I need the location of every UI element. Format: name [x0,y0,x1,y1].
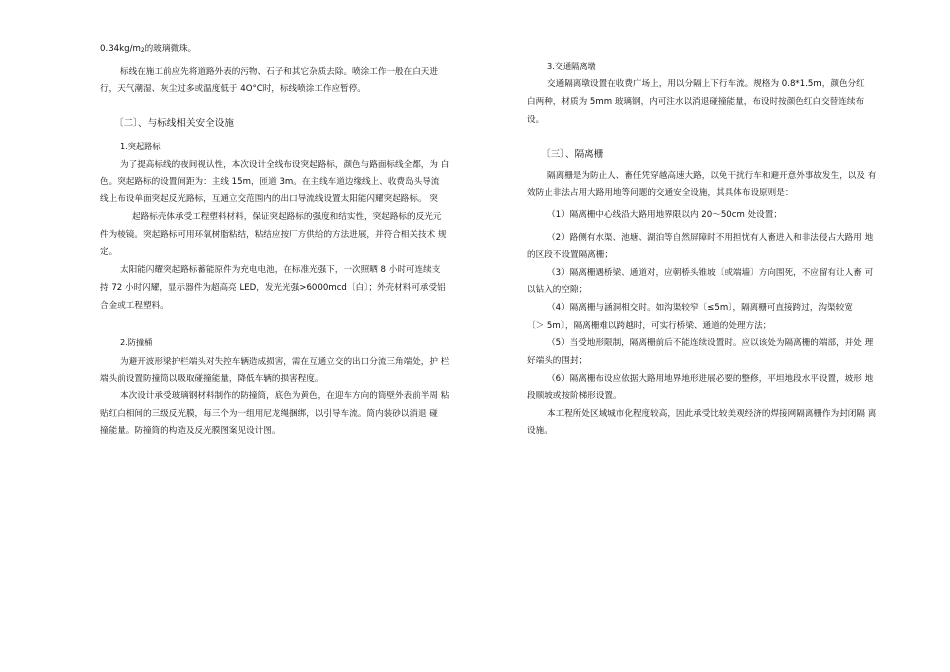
list-item-continuation: 好端头的围封； [527,356,588,366]
paragraph-line: 白两种，材质为 5mm 玻璃钢，内可注水以消退碰撞能量，布设时按颜色红白交替连续布 [527,97,865,107]
subsection-heading: 2.防撞桶 [120,337,153,347]
list-item: （3）隔离栅遇桥梁、通道对，应朝桥头锥坡〔或端墙〕方向围死，不应留有让人畜 可 [547,268,874,278]
section-heading: 〔三〕、隔离栅 [541,149,604,160]
paragraph-line: 起路标壳体承受工程塑料材料，保证突起路标的强度和结实性，突起路标的反光元 [132,212,442,222]
paragraph-line: 为了提高标线的夜间视认性，本次设计全线布设突起路标，颜色与路面标线全都，为 白 [120,160,450,170]
paragraph-line: 合金或工程塑料。 [100,301,169,311]
list-item-continuation: 段顺坡或按阶梯形设置。 [527,391,622,401]
section-heading: 〔二〕、与标线相关安全设施 [114,118,234,129]
subsection-heading: 3.交通隔离墩 [547,61,596,71]
paragraph-line: 设施。 [527,426,553,436]
list-item: （4）隔离栅与涵洞相交时。如沟渠较窄〔≤5m〕，隔离栅可直接跨过，沟渠较宽 [547,303,853,313]
paragraph-line: 线上布设单面突起反光路标，互通立交范围内的出口导流线设置太阳能闪耀突起路标。 突 [100,194,438,204]
paragraph-line: 本次设计承受玻璃钢材料制作的防撞筒，底色为黄色，在迎车方向的筒壁外表前半周 粘 [120,391,450,401]
list-item-continuation: 以钻入的空隙； [527,285,588,295]
paragraph-line: 标线在施工前应先将道路外表的污物、石子和其它杂质去除。喷涂工作一般在白天进 [120,67,438,77]
paragraph-line: 为避开波形梁护栏端头对失控车辆造成损害，需在互通立交的出口分流三角端处，护 栏 [120,357,450,367]
list-item-continuation: 的区段不设置隔离栅； [527,250,613,260]
paragraph-line: 效防止非法占用大路用地等问题的交通安全设施，其具体布设原则是： [527,188,794,198]
paragraph-line: 交通隔离墩设置在收费广场上，用以分隔上下行车流。规格为 0.8*1.5m，颜色分红 [547,79,865,89]
paragraph-line: 本工程所处区域城市化程度较高，因此承受比较美观经济的焊接网隔离栅作为封闭隔 离 [547,409,877,419]
paragraph-line: 行，天气潮湿、灰尘过多或温度低于 4O°C时，标线喷涂工作应暂停。 [100,84,366,94]
list-item-continuation: 〔＞ 5m〕，隔离栅难以跨越时，可实行桥梁、通道的处理方法； [527,321,772,331]
list-item: （5）当受地形限制，隔离栅前后不能连续设置时。应以该处为隔离栅的端部，并处 理 [547,338,874,348]
subsection-heading: 1.突起路标 [120,141,161,151]
paragraph-line: 定。 [100,247,118,257]
paragraph-line: 端头前设置防撞筒以吸取碰撞能量，降低车辆的损害程度。 [100,374,324,384]
paragraph-line: 持 72 小时闪耀，显示器件为超高亮 LED，发光光强>6000mcd〔白〕；外壳材料可承受铝 [100,283,446,293]
paragraph-line: 贴红白相间的三级反光膜，每三个为一组用尼龙绳捆绑，以引导车流。筒内装砂以消退 碰 [100,409,438,419]
paragraph-line: 设。 [527,115,545,125]
paragraph-line: 撞能量。防撞筒的构造及反光膜图案见设计图。 [100,426,281,436]
paragraph-line: 色。突起路标的设置间距为：主线 15m，匝道 3m。在主线车道边缘线上、收费岛头导流 [100,177,440,187]
list-item: （2）路侧有水渠、池塘、湖泊等自然屏障时不用担忧有人畜进入和非法侵占大路用 地 [547,233,874,243]
list-item: （1）隔离栅中心线沿大路用地界限以内 20～50cm 处设置； [547,210,782,220]
paragraph-line: $0.34kg/m_2$的玻璃微珠。 [100,44,197,54]
paragraph-line: 隔离栅是为防止人、畜任凭穿越高速大路，以免干扰行车和避开意外事故发生，以及 有 [547,171,877,181]
paragraph-line: 太阳能闪耀突起路标蓄能原件为充电电池，在标准光强下，一次照晒 8 小时可连续支 [120,265,441,275]
paragraph-line: 件为棱镜。突起路标可用环氧树脂粘结，粘结应按厂方供给的方法进展，并符合相关技术 规 [100,230,447,240]
list-item: （6）隔离栅布设应依据大路用地界地形进展必要的整修，平坦地段水平设置，坡形 地 [547,374,874,384]
